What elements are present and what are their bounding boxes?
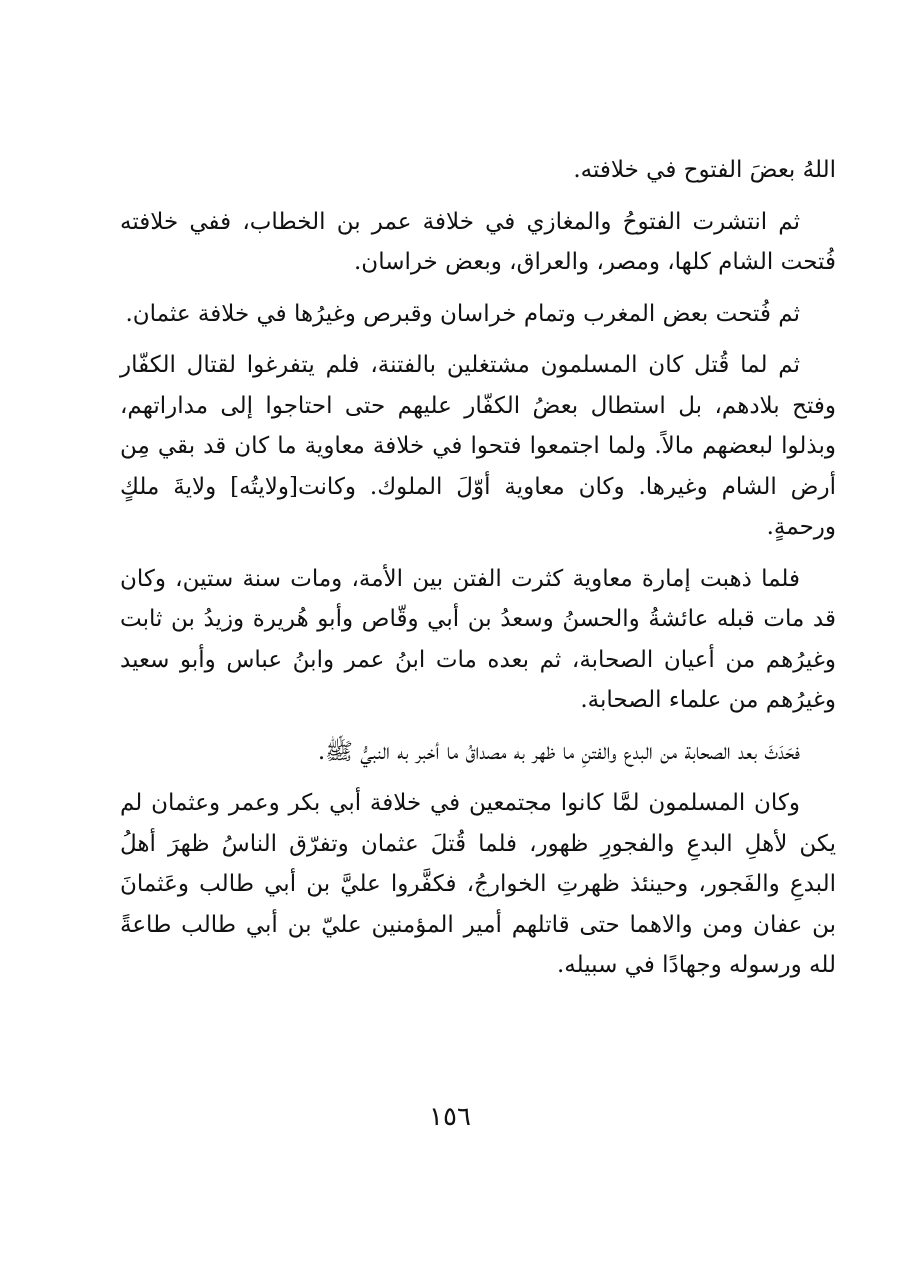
paragraph: ثم انتشرت الفتوحُ والمغازي في خلافة عمر بن الخطاب، ففي خلافته فُتحت الشام كلها، ومصر، والعراق، وبعض خراسان. (120, 208, 836, 275)
paragraph: ثم فُتحت بعض المغرب وتمام خراسان وقبرص وغيرُها في خلافة عثمان. (125, 300, 800, 327)
main-text (120, 150, 836, 986)
page-number: ١٥٦ (429, 1102, 471, 1132)
paragraph: فحَدَثَ بعد الصحابة من البدع والفتنِ ما ظهر به مصداقُ ما أخبر به النبيُّ ﷺ. (317, 738, 800, 765)
paragraph: فلما ذهبت إمارة معاوية كثرت الفتن بين الأمة، ومات سنة ستين، وكان قد مات قبله عائشةُ والحسنُ وسعدُ بن أبي وقّاص وأبو هُريرة وزيدُ بن ثابت وغيرُهم من أعيان الصحابة، ثم بعده مات ابنُ عمر وابنُ عباس وأبو سعيد وغيرُهم من علماء الصحابة. (120, 565, 836, 713)
paragraph: ثم لما قُتل كان المسلمون مشتغلين بالفتنة، فلم يتفرغوا لقتال الكفّار وفتح بلادهم، بل استطال بعضُ الكفّار عليهم حتى احتاجوا إلى مداراتهم، وبذلوا لبعضهم مالاً. ولما اجتمعوا فتحوا في خلافة معاوية ما كان قد بقي مِن أرض الشام وغيرها. وكان معاوية أوّلَ الملوك. وكانت[ولايتُه] ولايةَ ملكٍ ورحمةٍ. (120, 352, 836, 540)
paragraph-continuation: اللهُ بعضَ الفتوح في خلافته. (573, 157, 836, 183)
paragraph: وكان المسلمون لمَّا كانوا مجتمعين في خلافة أبي بكر وعمر وعثمان لم يكن لأهلِ البدعِ والفجورِ ظهور، فلما قُتلَ عثمان وتفرّق الناسُ ظهرَ أهلُ البدعِ والفَجور، وحينئذ ظهرتِ الخوارجُ، فكفَّروا عليَّ بن أبي طالب وعَثمانَ بن عفان ومن والاهما حتى قاتلهم أمير المؤمنين عليّ بن أبي طالب طاعةً لله ورسوله وجهادًا في سبيله. (120, 790, 836, 978)
